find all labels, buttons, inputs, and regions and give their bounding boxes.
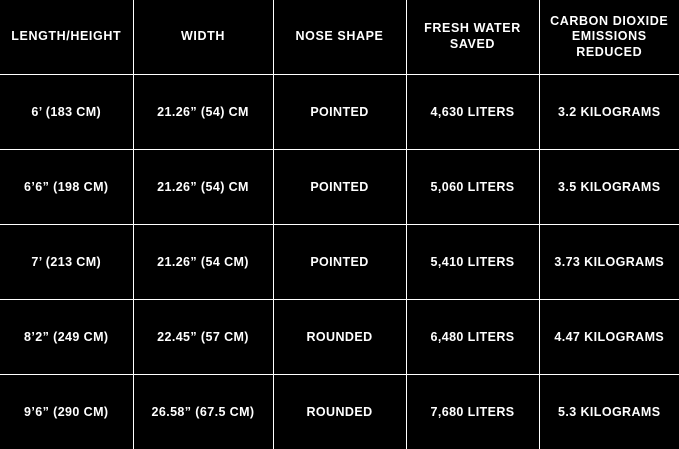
cell-co2-reduced: 4.47 KILOGRAMS — [539, 300, 679, 375]
table-row — [0, 300, 679, 375]
cell-co2-reduced: 3.2 KILOGRAMS — [539, 75, 679, 150]
table-header-row — [0, 0, 679, 75]
cell-nose-shape: ROUNDED — [273, 375, 406, 449]
cell-nose-shape: POINTED — [273, 150, 406, 225]
cell-length-height: 9’6” (290 CM) — [0, 375, 133, 449]
column-header-nose-shape: NOSE SHAPE — [273, 0, 406, 75]
cell-width: 26.58” (67.5 CM) — [133, 375, 273, 449]
column-header-carbon-dioxide-emissions-reduced: CARBON DIOXIDE EMISSIONS REDUCED — [539, 0, 679, 75]
cell-co2-reduced: 3.73 KILOGRAMS — [539, 225, 679, 300]
cell-fresh-water-saved: 5,060 LITERS — [406, 150, 539, 225]
table-row — [0, 150, 679, 225]
cell-co2-reduced: 5.3 KILOGRAMS — [539, 375, 679, 449]
table-row — [0, 225, 679, 300]
cell-nose-shape: ROUNDED — [273, 300, 406, 375]
cell-width: 21.26” (54) CM — [133, 150, 273, 225]
table-header — [0, 0, 679, 75]
cell-length-height: 6’ (183 CM) — [0, 75, 133, 150]
cell-length-height: 8’2” (249 CM) — [0, 300, 133, 375]
cell-fresh-water-saved: 6,480 LITERS — [406, 300, 539, 375]
cell-fresh-water-saved: 5,410 LITERS — [406, 225, 539, 300]
cell-length-height: 7’ (213 CM) — [0, 225, 133, 300]
cell-co2-reduced: 3.5 KILOGRAMS — [539, 150, 679, 225]
table-row — [0, 75, 679, 150]
cell-nose-shape: POINTED — [273, 225, 406, 300]
cell-width: 21.26” (54 CM) — [133, 225, 273, 300]
column-header-fresh-water-saved: FRESH WATER SAVED — [406, 0, 539, 75]
cell-nose-shape: POINTED — [273, 75, 406, 150]
column-header-length-height: LENGTH/HEIGHT — [0, 0, 133, 75]
table-row — [0, 375, 679, 449]
table-body — [0, 75, 679, 449]
cell-width: 22.45” (57 CM) — [133, 300, 273, 375]
cell-length-height: 6’6” (198 CM) — [0, 150, 133, 225]
cell-width: 21.26” (54) CM — [133, 75, 273, 150]
cell-fresh-water-saved: 4,630 LITERS — [406, 75, 539, 150]
column-header-width: WIDTH — [133, 0, 273, 75]
cell-fresh-water-saved: 7,680 LITERS — [406, 375, 539, 449]
